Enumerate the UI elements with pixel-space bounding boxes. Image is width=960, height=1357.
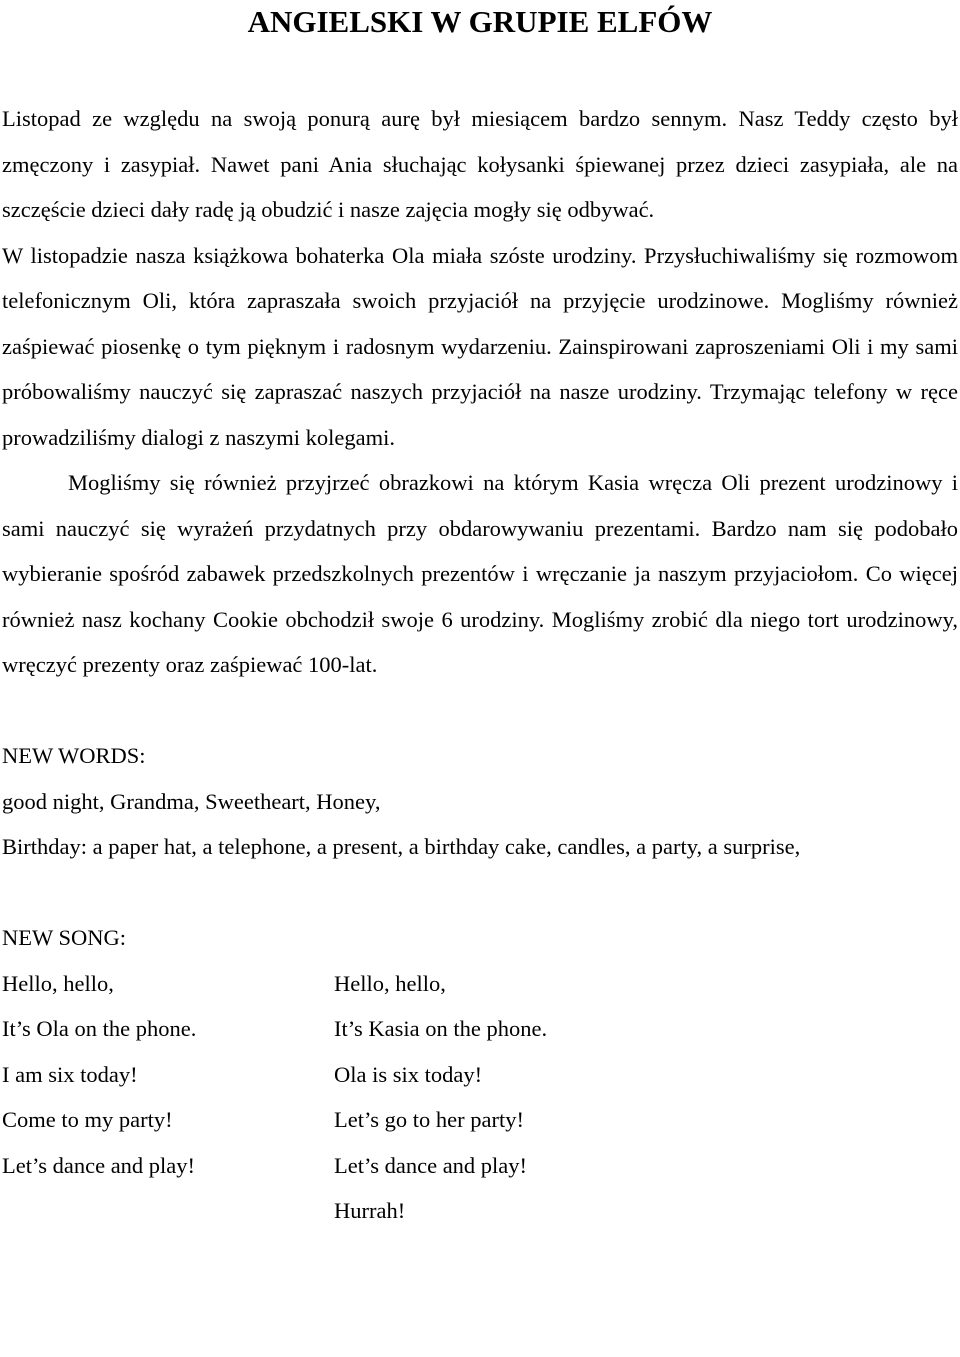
paragraph-1: Listopad ze względu na swoją ponurą aurę był miesiącem bardzo sennym. Nasz Teddy często był zmęczony i zasypiał. Nawet pani Ania słuchając kołysanki śpiewanej przez dzieci zasypiała, ale na szczęście dzieci dały radę ją obudzić i nasze zajęcia mogły się odbywać. <box>2 106 958 222</box>
song-verse-left <box>2 961 334 1234</box>
song-verse-right <box>334 961 734 1234</box>
spacer <box>2 870 958 916</box>
page-title: ANGIELSKI W GRUPIE ELFÓW <box>247 4 713 39</box>
lyric-line: Hello, hello, <box>2 970 114 996</box>
new-words-line-2: Birthday: a paper hat, a telephone, a present, a birthday cake, candles, a party, a surprise, <box>2 834 801 859</box>
new-words-line-1: good night, Grandma, Sweetheart, Honey, <box>2 788 381 814</box>
lyric-line: Hello, hello, <box>334 970 446 996</box>
lyric-line: It’s Kasia on the phone. <box>334 1016 548 1041</box>
lyric-line: Let’s dance and play! <box>334 1152 528 1178</box>
lyric-line: It’s Ola on the phone. <box>2 1016 197 1041</box>
new-words-section <box>2 733 958 870</box>
new-song-section <box>2 915 958 1234</box>
paragraph-2: W listopadzie nasza książkowa bohaterka Ola miała szóste urodziny. Przysłuchiwaliśmy się rozmowom telefonicznym Oli, która zapraszała swoich przyjaciół na przyjęcie urodzinowe. Mogliśmy również zaśpiewać piosenkę o tym pięknym i radosnym wydarzeniu. Zainspirowani zaproszeniami Oli i my sami próbowaliśmy nauczyć się zapraszać naszych przyjaciół na nasze urodziny. Trzymając telefony w ręce prowadziliśmy dialogi z naszymi kolegami. <box>2 242 958 450</box>
new-song-heading: NEW SONG: <box>2 925 126 950</box>
lyric-line: Hurrah! <box>334 1198 406 1223</box>
paragraph-3: Mogliśmy się również przyjrzeć obrazkowi na którym Kasia wręcza Oli prezent urodzinowy i sami nauczyć się wyrażeń przydatnych przy obdarowywaniu prezentami. Bardzo nam się podobało wybieranie spośród zabawek przedszkolnych prezentów i wręczanie ja naszym przyjaciołom. Co więcej również nasz kochany Cookie obchodził swoje 6 urodziny. Mogliśmy zrobić dla niego tort urodzinowy, wręczyć prezenty oraz zaśpiewać 100-lat. <box>2 470 958 677</box>
lyric-line: Come to my party! <box>2 1107 173 1132</box>
lyric-line: Let’s dance and play! <box>2 1152 196 1178</box>
document-body <box>2 96 958 1234</box>
song-lyrics <box>2 961 958 1234</box>
lyric-line: Ola is six today! <box>334 1061 483 1087</box>
lyric-line: I am six today! <box>2 1061 138 1087</box>
lyric-line: Let’s go to her party! <box>334 1107 524 1132</box>
spacer <box>2 688 958 734</box>
new-words-heading: NEW WORDS: <box>2 743 146 768</box>
